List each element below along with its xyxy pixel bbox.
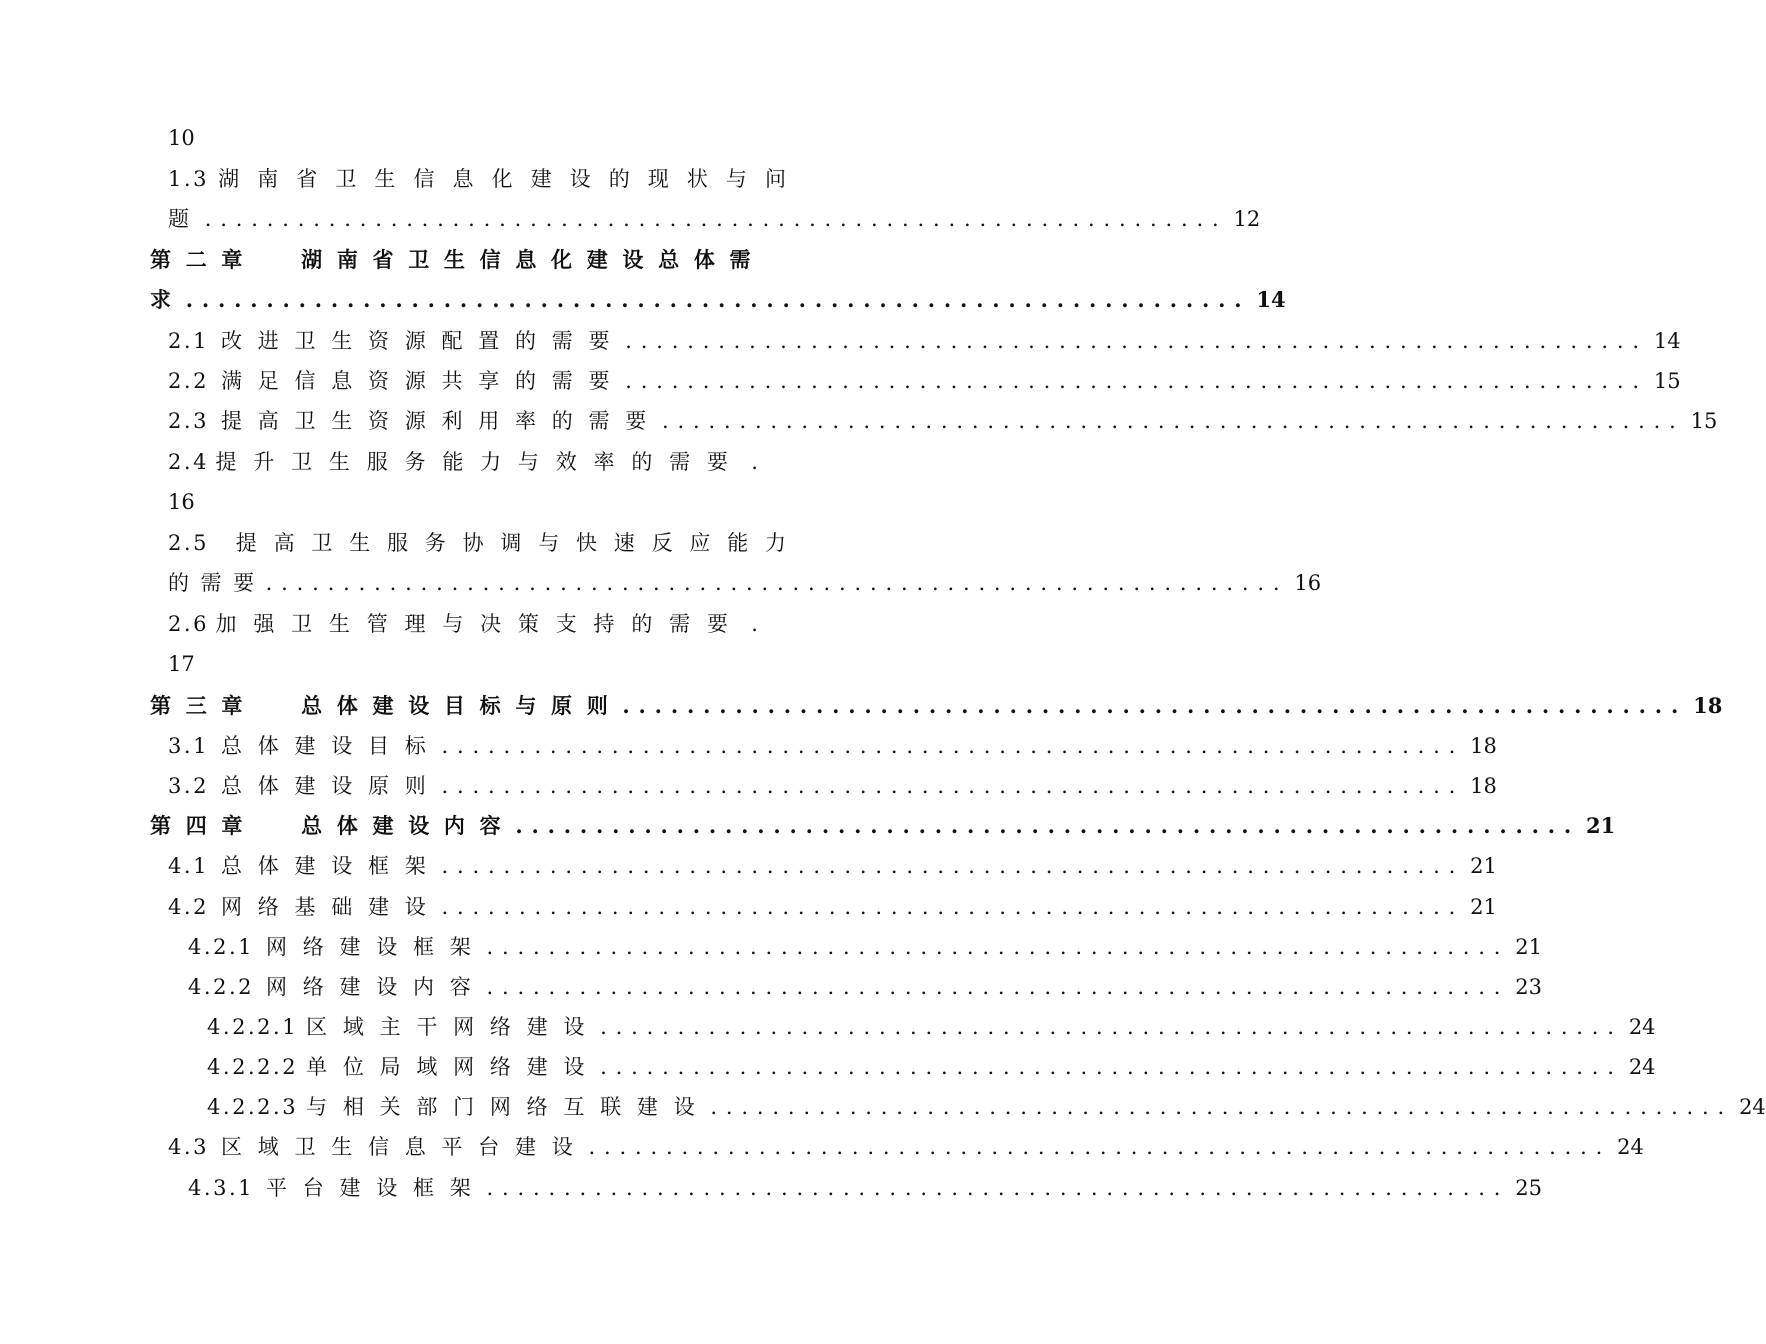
section-number: 2.2 (168, 369, 209, 393)
section-number: 4.2.2 (188, 975, 255, 999)
dot-leader: .................................................................. (622, 693, 1688, 718)
page-number: 15 (1690, 409, 1718, 433)
toc-entry-2-2[interactable] (168, 361, 1681, 401)
section-title: 的需要 (168, 571, 266, 595)
toc-entry-4-2-2[interactable] (188, 967, 1542, 1007)
page-number: 18 (1693, 693, 1723, 718)
section-title: 与相关部门网络互联建设 (306, 1095, 711, 1119)
page-number: 21 (1470, 895, 1497, 919)
toc-entry-4-1[interactable] (168, 846, 1497, 886)
dot-leader: . (751, 450, 758, 474)
section-title: 总体建设框架 (220, 854, 442, 878)
toc-entry-4-3-1[interactable] (188, 1168, 1542, 1208)
section-title: 题 (168, 207, 205, 231)
page-number: 16 (1294, 571, 1322, 595)
dot-leader: .................................................................. (486, 1176, 1510, 1200)
section-title: 网络建设框架 (266, 935, 487, 959)
section-title: 提升卫生服务能力与效率的需要 (215, 450, 745, 474)
section-title: 区域主干网络建设 (306, 1015, 601, 1039)
section-title: 总体建设原则 (220, 774, 442, 798)
section-title: 总体建设目标 (220, 734, 442, 758)
dot-leader: .................................................................. (600, 1015, 1623, 1039)
section-number: 3.1 (168, 734, 209, 758)
dot-leader: .................................................................. (441, 774, 1465, 798)
section-title: 湖南省卫生信息化建设的现状与问 (218, 167, 805, 191)
dot-leader: .................................................................. (486, 975, 1510, 999)
dot-leader: .................................................................. (625, 369, 1648, 393)
section-title: 提高卫生服务协调与快速反应能力 (235, 531, 803, 555)
page-number: 17 (168, 652, 195, 676)
page-number: 18 (1470, 734, 1497, 758)
section-title: 提高卫生资源利用率的需要 (220, 409, 662, 433)
toc-entry-1-3[interactable] (168, 159, 805, 199)
section-title: 网络基础建设 (220, 895, 442, 919)
page-number: 15 (1653, 369, 1681, 393)
toc-entry-2-1[interactable] (168, 321, 1681, 361)
dot-leader: .................................................................. (600, 1055, 1623, 1079)
section-title: 网络建设内容 (266, 975, 487, 999)
page-number: 18 (1470, 774, 1497, 798)
section-title: 平台建设框架 (266, 1176, 487, 1200)
section-number: 1.3 (168, 167, 209, 191)
dot-leader: .................................................................. (441, 734, 1465, 758)
dot-leader: .................................................................. (204, 207, 1228, 231)
dot-leader: .................................................................. (265, 571, 1289, 595)
page-number: 24 (1739, 1095, 1766, 1119)
toc-entry-2-5[interactable] (168, 523, 803, 563)
page-number: 21 (1585, 813, 1616, 838)
section-number: 2.1 (168, 329, 209, 353)
section-number: 3.2 (168, 774, 209, 798)
page-number: 10 (168, 126, 195, 150)
section-number: 2.5 (168, 531, 209, 555)
section-title: 区域卫生信息平台建设 (220, 1135, 589, 1159)
page-number: 24 (1617, 1135, 1644, 1159)
dot-leader: .................................................................. (661, 409, 1685, 433)
dot-leader: . (751, 612, 758, 636)
section-number: 4.2.2.2 (207, 1055, 299, 1079)
toc-chapter-3[interactable] (150, 686, 1723, 726)
toc-entry-2-3[interactable] (168, 401, 1718, 441)
dot-leader: .................................................................. (441, 854, 1465, 878)
section-number: 2.6 (168, 612, 209, 636)
dot-leader: .................................................................. (486, 935, 1510, 959)
chapter-title: 第二章 湖南省卫生信息化建设总体需 (150, 247, 766, 272)
toc-entry-4-2-2-3[interactable] (207, 1087, 1766, 1127)
page-number: 16 (168, 490, 195, 514)
toc-entry-4-3[interactable] (168, 1127, 1644, 1167)
toc-entry-2-5-cont[interactable] (168, 563, 1322, 603)
dot-leader: .................................................................. (515, 813, 1580, 838)
section-number: 4.2.2.1 (207, 1015, 299, 1039)
page-number: 24 (1628, 1055, 1656, 1079)
section-number: 4.3.1 (188, 1176, 255, 1200)
toc-entry-3-2[interactable] (168, 766, 1497, 806)
toc-chapter-2[interactable] (150, 240, 786, 280)
toc-entry-2-4[interactable] (168, 442, 758, 482)
page-number: 14 (1256, 287, 1286, 312)
toc-entry-2-4-page (168, 482, 804, 522)
section-number: 4.2.2.3 (207, 1095, 299, 1119)
section-number: 2.4 (168, 450, 209, 474)
section-number: 4.1 (168, 854, 209, 878)
toc-entry-4-2-2-2[interactable] (207, 1047, 1656, 1087)
toc-entry-4-2-1[interactable] (188, 927, 1542, 967)
toc-entry-2-6[interactable] (168, 604, 758, 644)
section-number: 4.3 (168, 1135, 209, 1159)
page-number: 25 (1515, 1176, 1542, 1200)
section-number: 2.3 (168, 409, 209, 433)
toc-entry-4-2-2-1[interactable] (207, 1007, 1656, 1047)
dot-leader: .................................................................. (185, 287, 1251, 312)
dot-leader: .................................................................. (710, 1095, 1734, 1119)
toc-entry-3-1[interactable] (168, 726, 1497, 766)
page-number: 23 (1515, 975, 1542, 999)
page-number: 12 (1233, 207, 1261, 231)
toc-entry-1-3-cont[interactable] (168, 199, 1261, 239)
toc-chapter-4[interactable] (150, 806, 1616, 846)
toc-chapter-2-cont[interactable] (150, 280, 1286, 320)
dot-leader: .................................................................. (625, 329, 1648, 353)
section-number: 4.2.1 (188, 935, 255, 959)
chapter-title: 第三章 总体建设目标与原则 (150, 693, 623, 718)
section-title: 改进卫生资源配置的需要 (220, 329, 626, 353)
section-number: 4.2 (168, 895, 209, 919)
section-title: 加强卫生管理与决策支持的需要 (215, 612, 745, 636)
dot-leader: .................................................................. (441, 895, 1465, 919)
toc-entry-2-6-page (168, 644, 804, 684)
section-title: 单位局域网络建设 (306, 1055, 601, 1079)
page-number: 24 (1628, 1015, 1656, 1039)
toc-entry-4-2[interactable] (168, 887, 1497, 927)
toc-continuation-page (168, 118, 804, 158)
chapter-title: 第四章 总体建设内容 (150, 813, 516, 838)
dot-leader: .................................................................. (588, 1135, 1612, 1159)
section-title: 满足信息资源共享的需要 (220, 369, 626, 393)
page-number: 14 (1653, 329, 1681, 353)
chapter-title: 求 (150, 287, 186, 312)
page-number: 21 (1515, 935, 1542, 959)
page-number: 21 (1470, 854, 1497, 878)
